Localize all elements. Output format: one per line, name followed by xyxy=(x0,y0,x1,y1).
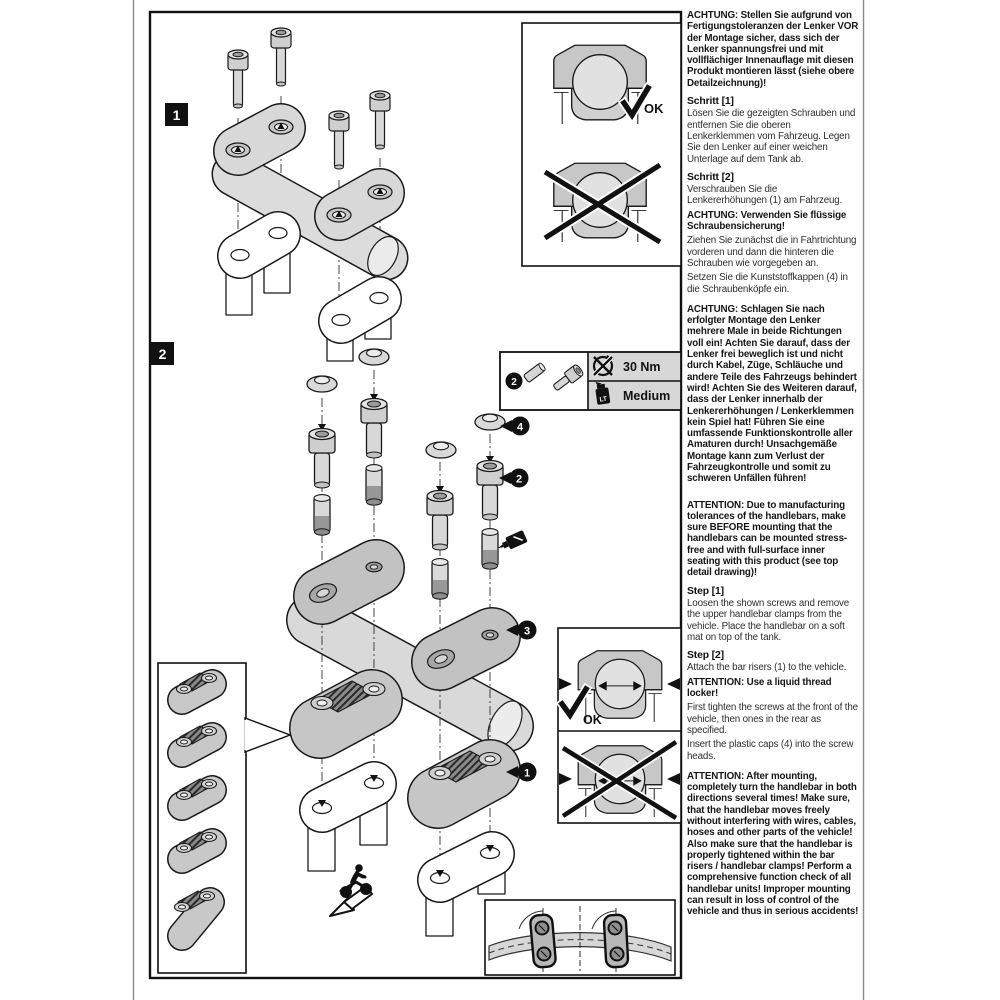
upper-clamp-riser-top xyxy=(425,630,498,672)
clamp-contact-inset xyxy=(558,628,681,823)
instruction-paragraph: ATTENTION: Use a liquid thread locker! xyxy=(687,676,832,700)
svg-text:2: 2 xyxy=(515,473,523,486)
instruction-paragraph: Lösen Sie die gezeigten Schrauben und entfernen Sie die oberen Lenkerklemmen vom Fahrzeug. Legen Sie den Lenker auf einer weichen Unterlage auf dem Tank ab. xyxy=(687,108,856,165)
instruction-paragraph: Attach the bar risers (1) to the vehicle. xyxy=(687,662,847,674)
plastic-cap xyxy=(475,414,505,430)
svg-text:2: 2 xyxy=(511,377,517,388)
spacer-sleeve xyxy=(482,529,498,570)
instruction-paragraph: ATTENTION: Due to manufacturing tolerances of the handlebars, make sure BEFORE mounting that the handlebars can be mounted stress-free and with full-surface inner seating with this product (see top detail drawing)! xyxy=(687,499,848,579)
svg-text:1: 1 xyxy=(172,107,181,123)
upper-clamp xyxy=(226,120,293,157)
plastic-cap xyxy=(359,349,389,365)
instruction-paragraph: ACHTUNG: Verwenden Sie flüssige Schraubensicherung! xyxy=(687,209,847,233)
instruction-paragraph: First tighten the screws at the front of the vehicle, then ones in the rear as specified. xyxy=(687,702,858,736)
instruction-paragraph: Loosen the shown screws and remove the upper handlebar clamps from the vehicle. Place the handlebar on a soft mat on top of the tank. xyxy=(687,597,850,643)
spacer-sleeve xyxy=(314,495,330,536)
plastic-cap xyxy=(307,376,337,392)
crossed-detail xyxy=(545,163,660,242)
svg-text:LT: LT xyxy=(599,395,608,404)
svg-text:1: 1 xyxy=(523,767,531,780)
instruction-heading: Schritt [1] xyxy=(687,96,734,108)
svg-text:4: 4 xyxy=(516,421,524,434)
instruction-paragraph: ACHTUNG: Stellen Sie aufgrund von Fertigungstoleranzen der Lenker VOR der Montage sicher, dass sich der Lenker spannungsfrei und mit vollflächiger Innenauflage mit diesen Produkt montieren lässt (siehe obere Detailzeichnung)! xyxy=(687,10,859,89)
ok-label: OK xyxy=(583,713,602,727)
instruction-column xyxy=(687,10,859,921)
instruction-paragraph: ATTENTION: After mounting, completely turn the handlebar in both directions several times! Make sure, that the handlebar moves freely without interfering with wires, cables, hoses and other parts of the vehicle! Also make sure that the handlebar is properly tightened within the bar risers / handlebar clamps! Perform a comprehensive function check of all handlebar units! Improper mounting can result in loss of control of the vehicle and thus in serious accidents! xyxy=(687,770,859,918)
plastic-cap xyxy=(426,442,456,458)
upper-clamp xyxy=(327,185,392,222)
instruction-paragraph: Setzen Sie die Kunststoffkappen (4) in die Schraubenköpfe ein. xyxy=(687,272,848,295)
handlebar-angle-inset xyxy=(485,900,675,975)
ok-label: OK xyxy=(644,101,664,116)
instruction-heading: Step [2] xyxy=(687,650,724,662)
step-marker-2 xyxy=(151,342,174,365)
upper-clamp-riser-top xyxy=(307,562,382,606)
svg-text:3: 3 xyxy=(523,625,531,638)
instruction-paragraph: ACHTUNG: Schlagen Sie nach erfolgter Montage den Lenker mehrere Male in beide Richtungen voll ein! Achten Sie darauf, dass der Lenker frei beweglich ist und nicht durch Kabel, Züge, Schläuche und andere Teile des Fahrzeugs behindert wird! Achten Sie des Weiteren darauf, dass der Lenker innerhalb der Lenkererhöhungen / Lenkerklemmen kein Spiel hat! Führen Sie eine umfassende Funktionskontrolle aller Amaturen durch! Unsachgemäße Montage kann zum Verlust der Fahrzeugkontrolle und somit zu schweren Unfällen führen! xyxy=(687,303,857,485)
svg-text:2: 2 xyxy=(158,346,167,362)
instruction-heading: Step [1] xyxy=(687,585,724,597)
spacer-sleeve xyxy=(366,465,382,506)
locker-value: Medium xyxy=(623,389,671,403)
step-marker-1 xyxy=(165,103,188,126)
torque-spec-box xyxy=(500,352,681,410)
instruction-heading: Schritt [2] xyxy=(687,171,734,183)
torque-value: 30 Nm xyxy=(623,360,661,374)
spacer-sleeve xyxy=(432,559,448,600)
seating-detail-inset xyxy=(522,23,681,266)
instruction-paragraph: Insert the plastic caps (4) into the screw heads. xyxy=(687,739,854,762)
instruction-paragraph: Verschrauben Sie die Lenkererhöhungen (1) am Fahrzeug. xyxy=(687,184,843,207)
instruction-paragraph: Ziehen Sie zunächst die in Fahrtrichtung vorderen und dann die hinteren die Schrauben wie vorgegeben an. xyxy=(687,235,857,269)
callout-2-small xyxy=(506,373,523,390)
